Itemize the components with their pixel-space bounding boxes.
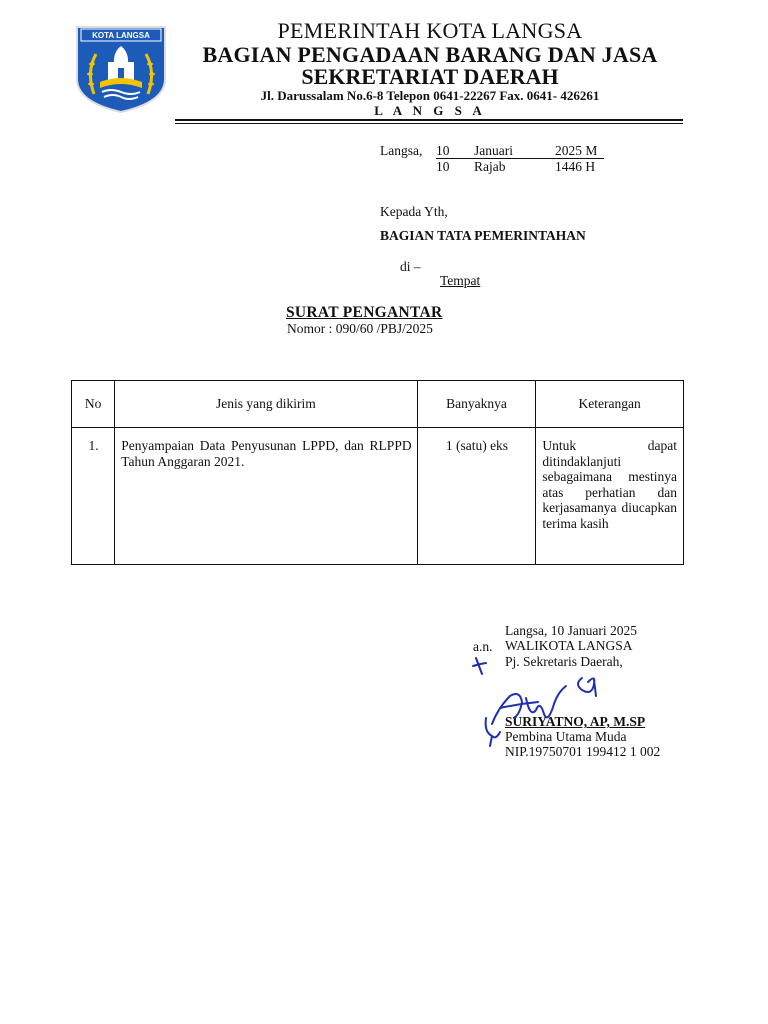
- date-day-masehi: 10: [436, 143, 450, 158]
- header-jenis: Jenis yang dikirim: [115, 381, 417, 428]
- kota-langsa-logo: [74, 24, 168, 114]
- table-row: [72, 428, 684, 565]
- letterhead-secretariat: SEKRETARIAT DAERAH: [301, 64, 559, 89]
- signature-position: Pj. Sekretaris Daerah,: [505, 654, 623, 669]
- letter-title: SURAT PENGANTAR: [286, 304, 443, 321]
- header-banyaknya: Banyaknya: [417, 381, 536, 428]
- signature-office: WALIKOTA LANGSA: [505, 638, 633, 653]
- header-no: No: [72, 381, 115, 428]
- table-header-row: [72, 381, 684, 428]
- signature-name: SURIYATNO, AP, M.SP: [505, 714, 646, 729]
- signature-nip: NIP.19750701 199412 1 002: [505, 744, 661, 759]
- recipient-place: Tempat: [440, 273, 481, 288]
- date-place: Langsa,: [380, 143, 423, 158]
- signature-an: a.n.: [473, 639, 493, 654]
- recipient-name: BAGIAN TATA PEMERINTAHAN: [380, 228, 586, 243]
- date-day-hijri: 10: [436, 159, 450, 174]
- letterhead-city: L A N G S A: [374, 103, 486, 118]
- recipient-greeting: Kepada Yth,: [380, 204, 448, 219]
- letterhead-rule-thick: [175, 119, 683, 121]
- cell-keterangan: Untuk dapat ditindaklanjuti sebagaimana mestinya atas perhatian dan kerjasamanya diucapkan terima kasih: [536, 428, 684, 565]
- letterhead-government: PEMERINTAH KOTA LANGSA: [277, 18, 583, 43]
- letterhead-rule-thin: [175, 123, 683, 124]
- letterhead-address: Jl. Darussalam No.6-8 Telepon 0641-22267 Fax. 0641- 426261: [260, 88, 600, 103]
- items-table: [71, 380, 684, 565]
- signature-rank: Pembina Utama Muda: [505, 729, 627, 744]
- date-month-masehi: Januari: [474, 143, 513, 158]
- date-year-hijri: 1446 H: [555, 159, 596, 174]
- signature-place-date: Langsa, 10 Januari 2025: [505, 623, 637, 638]
- letter-number: Nomor : 090/60 /PBJ/2025: [287, 321, 433, 336]
- cell-banyaknya: 1 (satu) eks: [417, 428, 536, 565]
- letterhead-department: BAGIAN PENGADAAN BARANG DAN JASA: [202, 42, 658, 67]
- recipient-di: di –: [400, 259, 421, 274]
- header-keterangan: Keterangan: [536, 381, 684, 428]
- date-year-masehi: 2025 M: [555, 143, 598, 158]
- svg-text:KOTA LANGSA: KOTA LANGSA: [92, 31, 150, 40]
- cell-no: 1.: [72, 428, 115, 565]
- date-month-hijri: Rajab: [474, 159, 506, 174]
- cell-jenis: Penyampaian Data Penyusunan LPPD, dan RLPPD Tahun Anggaran 2021.: [115, 428, 417, 565]
